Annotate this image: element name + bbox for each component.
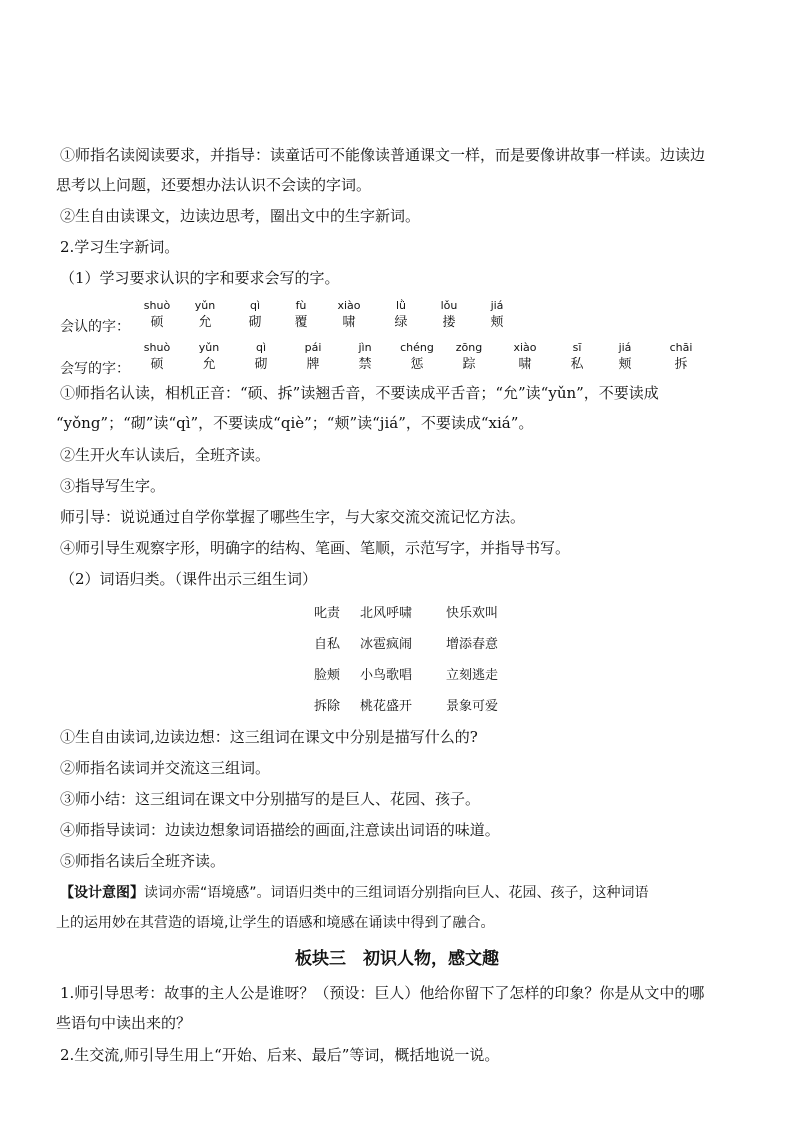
- sub-step-word-groups: （2）词语归类。（课件出示三组生词）: [60, 570, 318, 588]
- char-cell: xiào 啸: [513, 341, 537, 372]
- word-row: 叱责 北风呼啸 快乐欢叫: [314, 606, 499, 621]
- paragraph-teacher-guide: 师引导：说说通过自学你掌握了哪些生字，与大家交流交流记忆方法。: [60, 508, 526, 526]
- write-label: 会写的字：: [60, 361, 130, 377]
- paragraph-reading-guide: [56, 140, 750, 200]
- recognize-characters-row: [60, 298, 750, 338]
- char-cell: jìn 禁: [358, 341, 372, 372]
- text-line: “yǒng”；“砌”读“qì”，不要读成“qiè”；“颊”读“jiá”，不要读成“xiá”。: [56, 414, 534, 432]
- sub-step-characters: （1）学习要求认识的字和要求会写的字。: [60, 269, 340, 287]
- design-intent-text: 读词亦需“语境感”。词语归类中的三组词语分别指向巨人、花园、孩子，这种词语: [144, 885, 649, 901]
- char-cell: qì 砌: [248, 299, 262, 330]
- char-cell: lǒu 搂: [440, 299, 458, 330]
- paragraph-observe-glyphs: ④师引导生观察字形，明确字的结构、笔画、笔顺，示范写字，并指导书写。: [60, 539, 571, 557]
- word-row: 自私 冰雹疯闹 增添春意: [314, 637, 499, 652]
- char-cell: jiá 颊: [618, 341, 632, 372]
- paragraph-guide-read-words: ④师指导读词：边读边想象词语描绘的画面,注意读出词语的味道。: [60, 821, 500, 839]
- paragraph-exchange-words: ②师指名读词并交流这三组词。: [60, 759, 271, 777]
- design-intent-tag: 【设计意图】: [60, 885, 144, 901]
- char-cell: shuò 硕: [143, 299, 171, 330]
- char-cell: qì 砌: [254, 341, 268, 372]
- char-cell: jiá 颊: [490, 299, 504, 330]
- paragraph-summary: ③师小结：这三组词在课文中分别描写的是巨人、花园、孩子。: [60, 790, 481, 808]
- paragraph-main-character: [56, 978, 750, 1038]
- char-cell: pái 牌: [304, 341, 322, 372]
- step-title-learn-words: 2.学习生字新词。: [60, 238, 180, 256]
- char-cell: chāi 拆: [669, 341, 693, 372]
- paragraph-summarize: 2.生交流,师引导生用上“开始、后来、最后”等词，概括地说一说。: [60, 1046, 500, 1064]
- text-line: ①师指名读阅读要求，并指导：读童话可不能像读普通课文一样，而是要像讲故事一样读。边读边: [60, 146, 706, 164]
- char-cell: shuò 硕: [143, 341, 171, 372]
- text-line: 思考以上问题，还要想办法认识不会读的字词。: [56, 176, 372, 194]
- paragraph-free-read-words: ①生自由读词,边读边想：这三组词在课文中分别是描写什么的?: [60, 728, 478, 746]
- char-cell: chéng 惩: [400, 341, 434, 372]
- text-line: ①师指名认读，相机正音：“硕、拆”读翘舌音，不要读成平舌音；“允”读“yǔn”，不要读成: [60, 384, 659, 402]
- design-intent: [56, 878, 750, 938]
- paragraph-pronunciation: [56, 378, 750, 438]
- char-cell: yǔn 允: [194, 299, 216, 330]
- word-row: 拆除 桃花盛开 景象可爱: [314, 699, 499, 714]
- text-line: 1.师引导思考：故事的主人公是谁呀？（预设：巨人）他给你留下了怎样的印象？你是从文中的哪: [60, 984, 705, 1002]
- char-cell: yǔn 允: [198, 341, 220, 372]
- char-cell: sī 私: [570, 341, 584, 372]
- paragraph-free-reading: ②生自由读课文，边读边思考，圈出文中的生字新词。: [60, 207, 421, 225]
- char-cell: xiào 啸: [337, 299, 361, 330]
- char-cell: fù 覆: [294, 299, 308, 330]
- word-group-table: [314, 602, 554, 726]
- design-intent-text: 上的运用妙在其营造的语境,让学生的语感和境感在诵读中得到了融合。: [56, 915, 495, 931]
- word-row: 脸颊 小鸟歌唱 立刻逃走: [314, 668, 499, 683]
- text-line: 些语句中读出来的？: [56, 1014, 192, 1032]
- paragraph-guide-writing: ③指导写生字。: [60, 477, 166, 495]
- char-cell: lǜ 绿: [394, 299, 408, 330]
- section-heading: 板块三 初识人物，感文趣: [295, 949, 499, 969]
- recognize-label: 会认的字：: [60, 319, 130, 335]
- paragraph-train-reading: ②生开火车认读后，全班齐读。: [60, 446, 271, 464]
- paragraph-class-read: ⑤师指名读后全班齐读。: [60, 852, 226, 870]
- write-characters-row: [60, 340, 750, 380]
- char-cell: zōng 踪: [455, 341, 483, 372]
